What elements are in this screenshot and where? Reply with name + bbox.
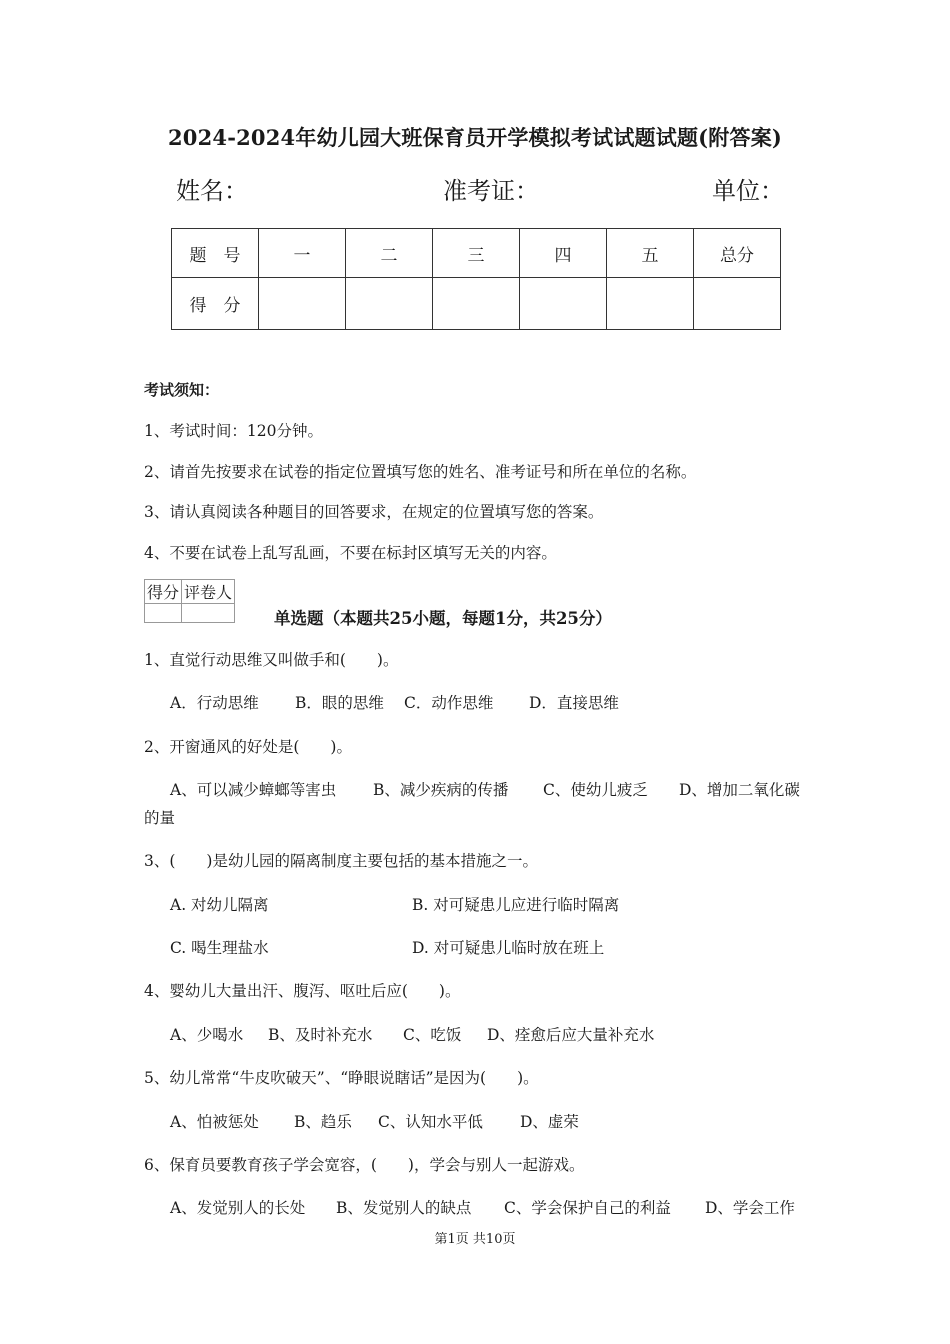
question-option: A. 对幼儿隔离 bbox=[170, 896, 269, 914]
score-header-cell: 二 bbox=[346, 229, 433, 278]
grader-score-cell[interactable] bbox=[145, 604, 182, 623]
question-stem: 6、保育员要教育孩子学会宽容，( )，学会与别人一起游戏。 bbox=[144, 1156, 585, 1174]
question-option: D. 对可疑患儿临时放在班上 bbox=[412, 939, 605, 957]
score-table-header-row bbox=[172, 229, 781, 278]
question-option: C、吃饭 bbox=[403, 1026, 462, 1044]
question-option: C. 喝生理盐水 bbox=[170, 939, 269, 957]
name-field-label: 姓名： bbox=[176, 177, 248, 205]
score-input-cell[interactable] bbox=[433, 278, 520, 330]
question-option: A、怕被惩处 bbox=[170, 1113, 259, 1131]
notice-item: 3、请认真阅读各种题目的回答要求，在规定的位置填写您的答案。 bbox=[144, 503, 604, 521]
question-option: C、使幼儿疲乏 bbox=[543, 781, 648, 799]
score-header-cell: 题 号 bbox=[172, 229, 259, 278]
notice-item: 4、不要在试卷上乱写乱画，不要在标封区填写无关的内容。 bbox=[144, 544, 557, 562]
question-option: A、少喝水 bbox=[170, 1026, 244, 1044]
notice-heading: 考试须知： bbox=[144, 381, 220, 399]
question-option: B．眼的思维 bbox=[295, 694, 384, 712]
question-option: B、及时补充水 bbox=[268, 1026, 373, 1044]
grader-score-label: 得分 bbox=[145, 580, 182, 604]
notice-item: 2、请首先按要求在试卷的指定位置填写您的姓名、准考证号和所在单位的名称。 bbox=[144, 463, 697, 481]
question-stem: 3、( )是幼儿园的隔离制度主要包括的基本措施之一。 bbox=[144, 852, 538, 870]
score-header-cell: 四 bbox=[520, 229, 607, 278]
score-input-cell[interactable] bbox=[607, 278, 694, 330]
grader-name-label: 评卷人 bbox=[182, 580, 235, 604]
question-option: A．行动思维 bbox=[170, 694, 259, 712]
question-option: D、虚荣 bbox=[520, 1113, 579, 1131]
question-option: A、可以减少蟑螂等害虫 bbox=[170, 781, 337, 799]
question-stem: 4、婴幼儿大量出汗、腹泻、呕吐后应( )。 bbox=[144, 982, 461, 1000]
score-input-cell[interactable] bbox=[520, 278, 607, 330]
question-option: A、发觉别人的长处 bbox=[170, 1199, 306, 1217]
question-option: D．直接思维 bbox=[529, 694, 619, 712]
question-option: B、减少疾病的传播 bbox=[373, 781, 509, 799]
score-table-score-row bbox=[172, 278, 781, 330]
grader-name-cell[interactable] bbox=[182, 604, 235, 623]
question-option: C、学会保护自己的利益 bbox=[504, 1199, 671, 1217]
question-option: D、痊愈后应大量补充水 bbox=[487, 1026, 655, 1044]
question-option: D、增加二氧化碳 bbox=[679, 781, 800, 799]
score-header-cell: 五 bbox=[607, 229, 694, 278]
score-header-cell: 三 bbox=[433, 229, 520, 278]
question-option: B、趋乐 bbox=[294, 1113, 352, 1131]
notice-item: 1、考试时间：120分钟。 bbox=[144, 422, 323, 440]
score-input-cell[interactable] bbox=[259, 278, 346, 330]
question-option: B、发觉别人的缺点 bbox=[336, 1199, 472, 1217]
unit-field-label: 单位： bbox=[712, 177, 784, 205]
document-title: 2024-2024年幼儿园大班保育员开学模拟考试试题试题(附答案) bbox=[167, 125, 783, 150]
question-option: C．动作思维 bbox=[404, 694, 494, 712]
question-option: B. 对可疑患儿应进行临时隔离 bbox=[412, 896, 620, 914]
score-table bbox=[171, 228, 781, 330]
score-input-cell[interactable] bbox=[694, 278, 781, 330]
grader-box bbox=[144, 579, 235, 623]
question-option: D、学会工作 bbox=[705, 1199, 795, 1217]
question-stem: 5、幼儿常常“牛皮吹破天”、“睁眼说瞎话”是因为( )。 bbox=[144, 1069, 539, 1087]
page-footer: 第1页 共10页 bbox=[434, 1232, 516, 1247]
section-title: 单选题（本题共25小题，每题1分，共25分） bbox=[274, 609, 612, 628]
question-stem: 2、开窗通风的好处是( )。 bbox=[144, 738, 352, 756]
score-header-cell: 一 bbox=[259, 229, 346, 278]
score-row-label: 得 分 bbox=[172, 278, 259, 330]
score-input-cell[interactable] bbox=[346, 278, 433, 330]
question-stem: 1、直觉行动思维又叫做手和( )。 bbox=[144, 651, 399, 669]
question-option-continuation: 的量 bbox=[144, 809, 176, 827]
score-header-cell: 总分 bbox=[694, 229, 781, 278]
question-option: C、认知水平低 bbox=[378, 1113, 483, 1131]
exam-number-field-label: 准考证： bbox=[443, 177, 539, 205]
